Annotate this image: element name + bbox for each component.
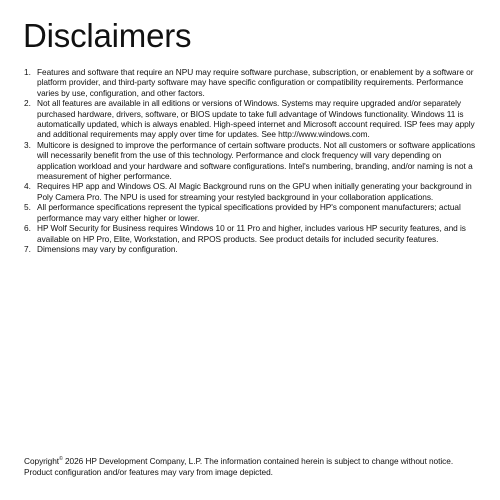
copyright-notice — [24, 456, 479, 478]
copyright-text: 2026 HP Development Company, L.P. The information contained herein is subject to change without notice. Product configuration and/or features may vary from image depicted. — [24, 456, 454, 477]
disclaimer-list — [24, 67, 477, 254]
disclaimer-item-3 — [24, 140, 477, 182]
disclaimer-text: Not all features are available in all editions or versions of Windows. Systems may require upgraded and/or separately purchased hardware, drivers, software, or BIOS update to take full advantage of Windows functionality. Windows 11 is automatically updated, which is always enabled. High-speed internet and Microsoft account required. ISP fees may apply and additional requirements may apply over time for updates. See http://www.windows.com. — [37, 98, 475, 140]
disclaimer-number: 3. — [24, 139, 31, 150]
disclaimer-item-6 — [24, 223, 477, 244]
disclaimer-text: Requires HP app and Windows OS. AI Magic Background runs on the GPU when initially generating your background in Poly Camera Pro. The NPU is used for streaming your restyled background in your collaboration applications. — [37, 181, 472, 202]
disclaimer-number: 7. — [24, 243, 31, 254]
disclaimer-text: Dimensions may vary by configuration. — [37, 243, 178, 254]
disclaimer-item-1 — [24, 67, 477, 98]
copyright-prefix: Copyright — [24, 456, 60, 466]
page-title: Disclaimers — [23, 17, 192, 54]
disclaimer-number: 4. — [24, 181, 31, 192]
disclaimer-item-2 — [24, 98, 477, 140]
disclaimer-item-5 — [24, 202, 477, 223]
disclaimer-item-7 — [24, 244, 477, 254]
disclaimer-number: 2. — [24, 98, 31, 109]
disclaimer-number: 5. — [24, 202, 31, 213]
copyright-symbol: © — [59, 456, 63, 463]
disclaimer-item-4 — [24, 181, 477, 202]
disclaimer-text: Features and software that require an NPU may require software purchase, subscription, or enablement by a software or platform provider, and third-party software may have specific configuration or compatibility requirements. Performance varies by use, configuration, and other factors. — [37, 67, 474, 98]
disclaimer-number: 6. — [24, 223, 31, 234]
disclaimer-text: HP Wolf Security for Business requires Windows 10 or 11 Pro and higher, includes various HP security features, and is available on HP Pro, Elite, Workstation, and RPOS products. See product details for included security features. — [37, 223, 466, 244]
disclaimer-number: 1. — [24, 67, 31, 77]
disclaimer-text: All performance specifications represent the typical specifications provided by HP's component manufacturers; actual performance may vary either higher or lower. — [37, 202, 461, 223]
disclaimer-text: Multicore is designed to improve the performance of certain software products. Not all customers or software applications will necessarily benefit from the use of this technology. Performance and clock frequency will vary depending on application workload and your hardware and software configurations. Intel's numbering, branding, and/or naming is not a measurement of higher performance. — [37, 139, 476, 182]
